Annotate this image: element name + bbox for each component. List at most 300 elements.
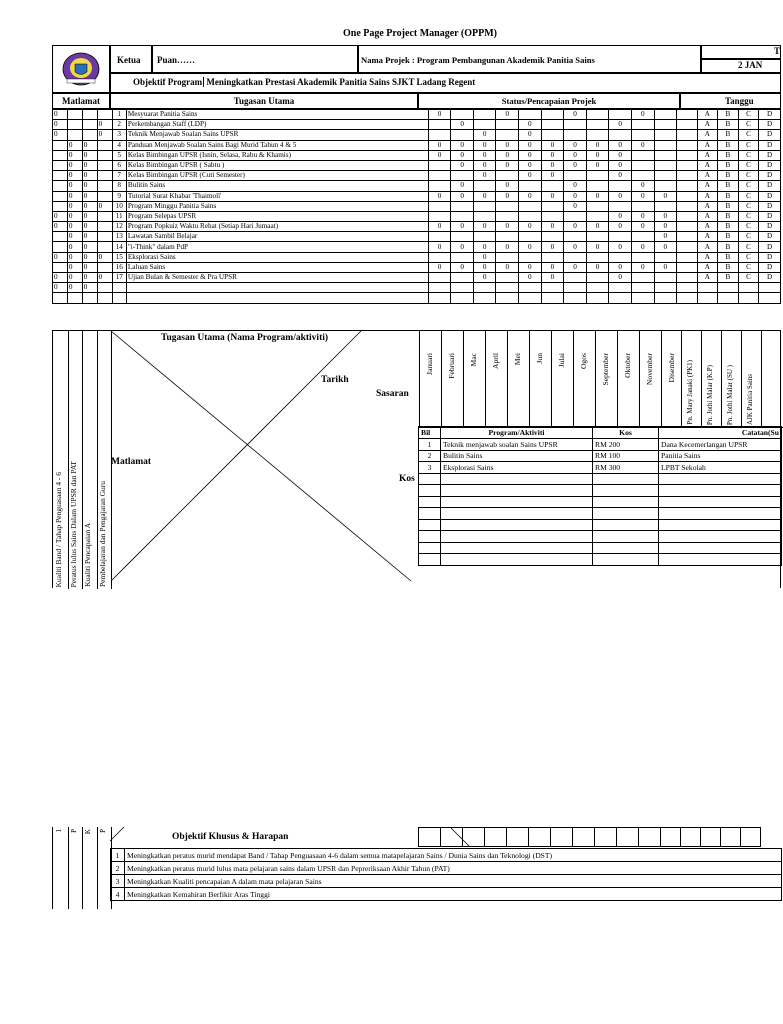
- responsibility-cell: D: [759, 191, 781, 201]
- month-column: [464, 331, 486, 427]
- cost-bil-cell: 2: [419, 450, 441, 462]
- status-cell: [541, 232, 564, 242]
- status-cell: [586, 110, 609, 120]
- goal-mark-cell: 0: [82, 283, 97, 293]
- cost-empty-cell: [419, 531, 441, 543]
- status-cell: 0: [519, 191, 542, 201]
- status-cell: [609, 252, 632, 262]
- responsibility-cell: B: [718, 171, 739, 181]
- goal-mark-cell: [97, 191, 112, 201]
- tarikh-label: Tarikh: [321, 375, 349, 385]
- status-cell: 0: [451, 160, 474, 170]
- status-cell: 0: [541, 273, 564, 283]
- cost-empty-cell: [659, 508, 782, 520]
- person-column: [742, 331, 762, 427]
- cost-kos-cell: RM 200: [593, 439, 659, 451]
- responsibility-cell: C: [738, 160, 759, 170]
- cost-empty-cell: [593, 554, 659, 566]
- status-cell: 0: [451, 242, 474, 252]
- status-cell: 0: [609, 120, 632, 130]
- bottom-month-cell: [484, 827, 507, 847]
- status-cell: [519, 283, 542, 293]
- status-cell: 0: [519, 273, 542, 283]
- responsibility-cell: B: [718, 140, 739, 150]
- status-cell: [677, 211, 698, 221]
- status-cell: 0: [473, 140, 496, 150]
- responsibility-cell: D: [759, 171, 781, 181]
- task-row: [53, 171, 781, 181]
- goal-mark-cell: [97, 140, 112, 150]
- month-header: [419, 331, 783, 428]
- status-cell: [609, 181, 632, 191]
- status-cell: [428, 232, 451, 242]
- ketua-value: Puan……: [152, 45, 358, 73]
- status-cell: 0: [519, 130, 542, 140]
- status-cell: 0: [541, 160, 564, 170]
- responsibility-cell: C: [738, 181, 759, 191]
- bottom-letter-2: P: [69, 829, 78, 833]
- status-cell: [654, 273, 677, 283]
- goal-mark-cell: 0: [67, 273, 82, 283]
- person-label: AJK Panitia Sains: [746, 374, 754, 425]
- responsibility-cell: A: [697, 222, 718, 232]
- month-column: [662, 331, 682, 427]
- cost-catatan-cell: LPBT Sekolah: [659, 462, 782, 474]
- bottom-month-cell: [700, 827, 721, 847]
- status-cell: [473, 120, 496, 130]
- status-cell: [677, 130, 698, 140]
- goal-mark-cell: 0: [82, 232, 97, 242]
- status-cell: 0: [631, 110, 654, 120]
- task-number: 16: [112, 262, 126, 272]
- cost-empty-cell: [593, 485, 659, 497]
- cost-row: [419, 485, 782, 497]
- document-title: One Page Project Manager (OPPM): [342, 28, 498, 39]
- cost-row: [419, 439, 782, 451]
- status-cell: [473, 283, 496, 293]
- goal-mark-cell: [97, 171, 112, 181]
- status-cell: 0: [541, 150, 564, 160]
- person-column: [722, 331, 742, 427]
- task-table: [52, 109, 781, 304]
- status-cell: 0: [473, 222, 496, 232]
- status-cell: [586, 211, 609, 221]
- task-number: 6: [112, 160, 126, 170]
- responsibility-cell: A: [697, 273, 718, 283]
- responsibility-cell: D: [759, 242, 781, 252]
- status-cell: [654, 140, 677, 150]
- status-cell: [564, 232, 587, 242]
- status-cell: [564, 252, 587, 262]
- goal-mark-cell: 0: [53, 283, 68, 293]
- status-cell: [473, 201, 496, 211]
- month-label: November: [645, 353, 654, 386]
- goal-mark-cell: [53, 242, 68, 252]
- bottom-letter-1: 1: [55, 829, 63, 833]
- cost-empty-cell: [419, 508, 441, 520]
- ketua-label: Ketua: [110, 45, 152, 73]
- month-label: Disember: [667, 353, 676, 383]
- responsibility-cell: C: [738, 110, 759, 120]
- goal-mark-cell: 0: [67, 222, 82, 232]
- goal-label-2: Peratus lulus Sains Dalam UPSR dan PAT: [68, 460, 78, 587]
- status-cell: 0: [609, 140, 632, 150]
- responsibility-cell: A: [697, 211, 718, 221]
- responsibility-cell: B: [718, 191, 739, 201]
- responsibility-cell: [759, 283, 781, 293]
- status-cell: [428, 171, 451, 181]
- status-cell: [496, 171, 519, 181]
- bottom-month-cell: [506, 827, 529, 847]
- status-cell: 0: [654, 211, 677, 221]
- month-label: Januari: [425, 353, 434, 375]
- cost-empty-cell: [441, 531, 593, 543]
- goal-mark-cell: 0: [67, 283, 82, 293]
- responsibility-cell: C: [738, 120, 759, 130]
- responsibility-cell: C: [738, 191, 759, 201]
- responsibility-cell: A: [697, 242, 718, 252]
- kos-label: Kos: [399, 474, 415, 484]
- goal-columns: [53, 331, 111, 589]
- status-cell: [564, 211, 587, 221]
- cost-kos-cell: RM 300: [593, 462, 659, 474]
- month-column: [640, 331, 662, 427]
- task-number: 10: [112, 201, 126, 211]
- status-cell: 0: [428, 242, 451, 252]
- bottom-letter-4: P: [98, 829, 107, 833]
- cost-empty-cell: [441, 519, 593, 531]
- goal-mark-cell: 0: [67, 201, 82, 211]
- responsibility-cell: B: [718, 130, 739, 140]
- status-cell: [677, 160, 698, 170]
- goal-mark-cell: 0: [82, 191, 97, 201]
- cost-empty-cell: [593, 508, 659, 520]
- goal-mark-cell: 0: [67, 252, 82, 262]
- status-cell: 0: [609, 191, 632, 201]
- status-cell: [631, 150, 654, 160]
- status-cell: [677, 191, 698, 201]
- status-cell: [519, 110, 542, 120]
- cost-empty-cell: [659, 542, 782, 554]
- status-cell: 0: [473, 150, 496, 160]
- bottom-month-cell: [660, 827, 681, 847]
- responsibility-cell: C: [738, 171, 759, 181]
- task-number: 12: [112, 222, 126, 232]
- sasaran-label: Sasaran: [376, 389, 409, 399]
- status-cell: [677, 283, 698, 293]
- task-row: [53, 293, 781, 303]
- status-cell: [473, 110, 496, 120]
- status-cell: [609, 232, 632, 242]
- bottom-month-cell: [680, 827, 701, 847]
- status-cell: [451, 211, 474, 221]
- task-row: [53, 191, 781, 201]
- x-diagram: [111, 331, 419, 589]
- goal-mark-cell: 0: [67, 262, 82, 272]
- status-cell: 0: [609, 171, 632, 181]
- status-cell: 0: [473, 160, 496, 170]
- month-label: Februari: [447, 353, 456, 379]
- project-name: Nama Projek : Program Pembangunan Akademik Panitia Sains: [358, 45, 701, 73]
- bottom-month-cell: [616, 827, 639, 847]
- status-cell: 0: [631, 181, 654, 191]
- status-cell: 0: [586, 160, 609, 170]
- goal-mark-cell: [53, 232, 68, 242]
- status-cell: [541, 181, 564, 191]
- responsibility-cell: B: [718, 242, 739, 252]
- task-name: Kelas Bimbingan UPSR ( Sabtu ): [126, 160, 428, 170]
- status-cell: [609, 110, 632, 120]
- month-column: [508, 331, 530, 427]
- responsibility-cell: C: [738, 211, 759, 221]
- goal-mark-cell: [97, 160, 112, 170]
- goal-mark-cell: 0: [82, 252, 97, 262]
- task-row: [53, 160, 781, 170]
- status-cell: [586, 283, 609, 293]
- status-cell: [473, 211, 496, 221]
- status-cell: 0: [428, 222, 451, 232]
- responsibility-cell: A: [697, 232, 718, 242]
- status-cell: [451, 110, 474, 120]
- goal-mark-cell: 0: [82, 201, 97, 211]
- bottom-month-cell: [720, 827, 741, 847]
- status-cell: 0: [451, 150, 474, 160]
- goal-mark-cell: 0: [82, 171, 97, 181]
- task-name: Teknik Menjawab Soalan Sains UPSR: [126, 130, 428, 140]
- status-cell: 0: [496, 150, 519, 160]
- status-cell: [564, 283, 587, 293]
- status-cell: [654, 283, 677, 293]
- status-cell: [496, 201, 519, 211]
- status-cell: [564, 171, 587, 181]
- responsibility-cell: A: [697, 140, 718, 150]
- goal-mark-cell: [53, 140, 68, 150]
- task-name: "i-Think" dalam PdP: [126, 242, 428, 252]
- status-cell: [631, 232, 654, 242]
- status-cell: [451, 130, 474, 140]
- status-header: Status/Pencapaian Projek: [418, 93, 680, 109]
- objective-text: Meningkatkan Kemahiran Berfikir Aras Tinggi: [125, 888, 782, 901]
- cost-empty-cell: [441, 554, 593, 566]
- status-cell: 0: [541, 171, 564, 181]
- bottom-month-cell: [550, 827, 573, 847]
- status-cell: [654, 110, 677, 120]
- cost-empty-cell: [593, 473, 659, 485]
- status-cell: [541, 110, 564, 120]
- task-row: [53, 283, 781, 293]
- cost-bil-cell: 1: [419, 439, 441, 451]
- goal-mark-cell: 0: [67, 232, 82, 242]
- status-cell: 0: [519, 262, 542, 272]
- status-cell: [631, 283, 654, 293]
- person-column: [702, 331, 722, 427]
- month-label: Oktober: [623, 353, 632, 378]
- responsibility-cell: C: [738, 262, 759, 272]
- status-cell: 0: [473, 273, 496, 283]
- status-cell: 0: [654, 262, 677, 272]
- status-cell: 0: [564, 140, 587, 150]
- status-cell: 0: [564, 191, 587, 201]
- status-cell: 0: [541, 222, 564, 232]
- responsibility-cell: C: [738, 201, 759, 211]
- responsibility-cell: B: [718, 252, 739, 262]
- status-cell: 0: [428, 140, 451, 150]
- goal-mark-cell: [97, 283, 112, 293]
- status-cell: [428, 130, 451, 140]
- month-label: Jun: [535, 353, 544, 364]
- task-row: [53, 201, 781, 211]
- status-cell: [654, 160, 677, 170]
- status-cell: 0: [586, 242, 609, 252]
- month-column: [574, 331, 596, 427]
- goal-mark-cell: 0: [53, 222, 68, 232]
- bottom-month-cell: [440, 827, 463, 847]
- responsibility-cell: D: [759, 181, 781, 191]
- status-cell: 0: [609, 273, 632, 283]
- responsibility-cell: A: [697, 171, 718, 181]
- cost-empty-cell: [419, 496, 441, 508]
- status-cell: [428, 252, 451, 262]
- goal-mark-cell: [97, 232, 112, 242]
- objective-row: [111, 862, 782, 875]
- date-header-top: T: [701, 45, 781, 59]
- task-name: Kelas Bimbingan UPSR (Isnin, Selasa, Rabu & Khamis): [126, 150, 428, 160]
- responsibility-cell: [738, 283, 759, 293]
- goal-mark-cell: 0: [97, 130, 112, 140]
- month-label: Mac: [469, 353, 478, 367]
- task-name: Kelas Bimbingan UPSR (Cuti Semester): [126, 171, 428, 181]
- month-column: [530, 331, 552, 427]
- bottom-month-cell: [638, 827, 661, 847]
- task-number: 13: [112, 232, 126, 242]
- responsibility-cell: A: [697, 252, 718, 262]
- goal-mark-cell: 0: [82, 160, 97, 170]
- person-column: [682, 331, 702, 427]
- task-name: Ujian Bulan & Semester & Pra UPSR: [126, 273, 428, 283]
- responsibility-cell: A: [697, 160, 718, 170]
- status-cell: 0: [609, 222, 632, 232]
- goal-label-4: Pembelajaran dan Pengajaran Guru: [97, 481, 107, 587]
- goal-mark-cell: 0: [53, 110, 68, 120]
- bottom-month-cell: [740, 827, 761, 847]
- goal-mark-cell: [53, 201, 68, 211]
- status-cell: 0: [631, 191, 654, 201]
- task-name: Lawatan Sambil Belajar: [126, 232, 428, 242]
- status-cell: [473, 232, 496, 242]
- status-cell: 0: [586, 262, 609, 272]
- status-cell: [609, 201, 632, 211]
- goal-mark-cell: [97, 211, 112, 221]
- status-cell: [586, 273, 609, 283]
- status-cell: [451, 232, 474, 242]
- status-cell: [496, 232, 519, 242]
- responsibility-cell: D: [759, 232, 781, 242]
- status-cell: [677, 273, 698, 283]
- status-cell: [428, 283, 451, 293]
- status-cell: 0: [473, 262, 496, 272]
- status-cell: 0: [609, 242, 632, 252]
- cost-row: [419, 519, 782, 531]
- responsibility-cell: B: [718, 110, 739, 120]
- responsibility-cell: B: [718, 120, 739, 130]
- status-cell: 0: [496, 160, 519, 170]
- task-row: [53, 140, 781, 150]
- cost-empty-cell: [441, 473, 593, 485]
- status-cell: [654, 171, 677, 181]
- status-cell: [586, 181, 609, 191]
- status-cell: [496, 211, 519, 221]
- status-cell: [586, 232, 609, 242]
- month-label: September: [601, 353, 610, 386]
- month-column: [596, 331, 618, 427]
- cost-empty-cell: [659, 473, 782, 485]
- task-row: [53, 120, 781, 130]
- responsibility-cell: C: [738, 140, 759, 150]
- goal-mark-cell: 0: [67, 140, 82, 150]
- cost-catatan-cell: Panitia Sains: [659, 450, 782, 462]
- task-number: 2: [112, 120, 126, 130]
- cost-row: [419, 542, 782, 554]
- status-cell: [586, 171, 609, 181]
- status-cell: [564, 120, 587, 130]
- objective-text: Meningkatkan peratus murid mendapat Band / Tahap Penguasaan 4-6 dalam semua matapelajaran Sains / Dunia Sains dan Teknologi (DST): [125, 849, 782, 862]
- goal-mark-cell: [82, 110, 97, 120]
- month-label: Julai: [557, 353, 566, 368]
- status-cell: 0: [564, 181, 587, 191]
- cost-empty-cell: [419, 542, 441, 554]
- goal-label-1: Kualiti Band / Tahap Penguasaan 4 - 6: [54, 471, 63, 587]
- month-label: April: [491, 353, 500, 370]
- objective-text: Meningkatkan peratus murid lulus mata pelajaran sains dalam UPSR dan Pepreriksaan Akhir Tahun (PAT): [125, 862, 782, 875]
- cost-row: [419, 531, 782, 543]
- status-cell: [519, 252, 542, 262]
- status-cell: 0: [473, 242, 496, 252]
- status-cell: 0: [428, 262, 451, 272]
- status-cell: 0: [541, 140, 564, 150]
- status-cell: [677, 150, 698, 160]
- status-cell: 0: [496, 242, 519, 252]
- goal-mark-cell: [67, 120, 82, 130]
- goal-mark-cell: 0: [82, 242, 97, 252]
- status-cell: 0: [564, 222, 587, 232]
- status-cell: [677, 262, 698, 272]
- bottom-month-cells: [418, 827, 781, 847]
- cost-empty-cell: [659, 485, 782, 497]
- status-cell: 0: [564, 201, 587, 211]
- cost-row: [419, 473, 782, 485]
- cost-empty-cell: [441, 496, 593, 508]
- status-cell: [428, 160, 451, 170]
- responsibility-cell: B: [718, 273, 739, 283]
- task-name: Panduan Menjawab Soalan Sains Bagi Murid Tahun 4 & 5: [126, 140, 428, 150]
- status-cell: [428, 181, 451, 191]
- goal-mark-cell: [67, 110, 82, 120]
- task-number: 4: [112, 140, 126, 150]
- matlamat-label: Matlamat: [111, 457, 152, 467]
- responsibility-cell: A: [697, 191, 718, 201]
- status-cell: [654, 150, 677, 160]
- task-row: [53, 150, 781, 160]
- goal-mark-cell: 0: [82, 150, 97, 160]
- goal-mark-cell: 0: [67, 150, 82, 160]
- task-row: [53, 110, 781, 120]
- date-header-value: 2 JAN: [701, 59, 781, 73]
- responsibility-cell: A: [697, 110, 718, 120]
- status-cell: [451, 252, 474, 262]
- responsibility-cell: A: [697, 130, 718, 140]
- status-cell: [428, 273, 451, 283]
- objective-number: 1: [111, 849, 125, 862]
